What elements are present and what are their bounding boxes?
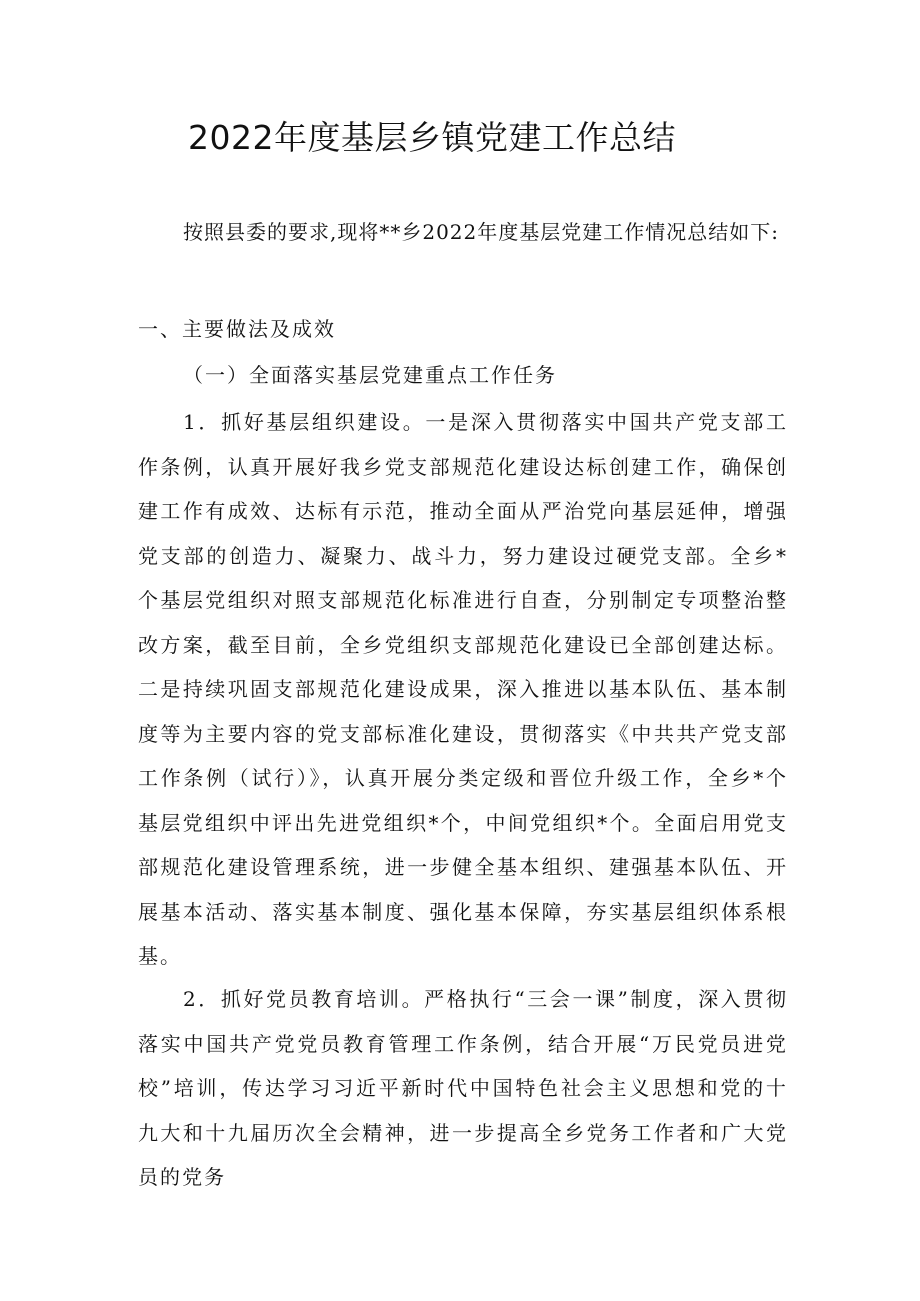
document-title: 2022年度基层乡镇党建工作总结	[188, 118, 676, 157]
section-heading: 一、主要做法及成效	[138, 317, 336, 341]
body-paragraph-organization: 1．抓好基层组织建设。一是深入贯彻落实中国共产党支部工作条例，认真开展好我乡党支部规范化建设达标创建工作，确保创建工作有成效、达标有示范，推动全面从严治党向基层延伸，增强党支部的创造力、凝聚力、战斗力，努力建设过硬党支部。全乡*个基层党组织对照支部规范化标准进行自查，分别制定专项整治整改方案，截至目前，全乡党组织支部规范化建设已全部创建达标。二是持续巩固支部规范化建设成果，深入推进以基本队伍、基本制度等为主要内容的党支部标准化建设，贯彻落实《中共共产党支部工作条例（试行）》，认真开展分类定级和晋位升级工作，全乡*个基层党组织中评出先进党组织*个，中间党组织*个。全面启用党支部规范化建设管理系统，进一步健全基本组织、建强基本队伍、开展基本活动、落实基本制度、强化基本保障，夯实基层组织体系根基。	[138, 410, 788, 968]
body-paragraph-training: 2．抓好党员教育培训。严格执行“三会一课”制度，深入贯彻落实中国共产党党员教育管理工作条例，结合开展“万民党员进党校”培训，传达学习习近平新时代中国特色社会主义思想和党的十九大和十九届历次全会精神，进一步提高全乡党务工作者和广大党员的党务	[138, 987, 788, 1189]
intro-paragraph: 按照县委的要求,现将**乡2022年度基层党建工作情况总结如下:	[183, 220, 779, 244]
subsection-heading: （一）全面落实基层党建重点工作任务	[183, 363, 557, 387]
